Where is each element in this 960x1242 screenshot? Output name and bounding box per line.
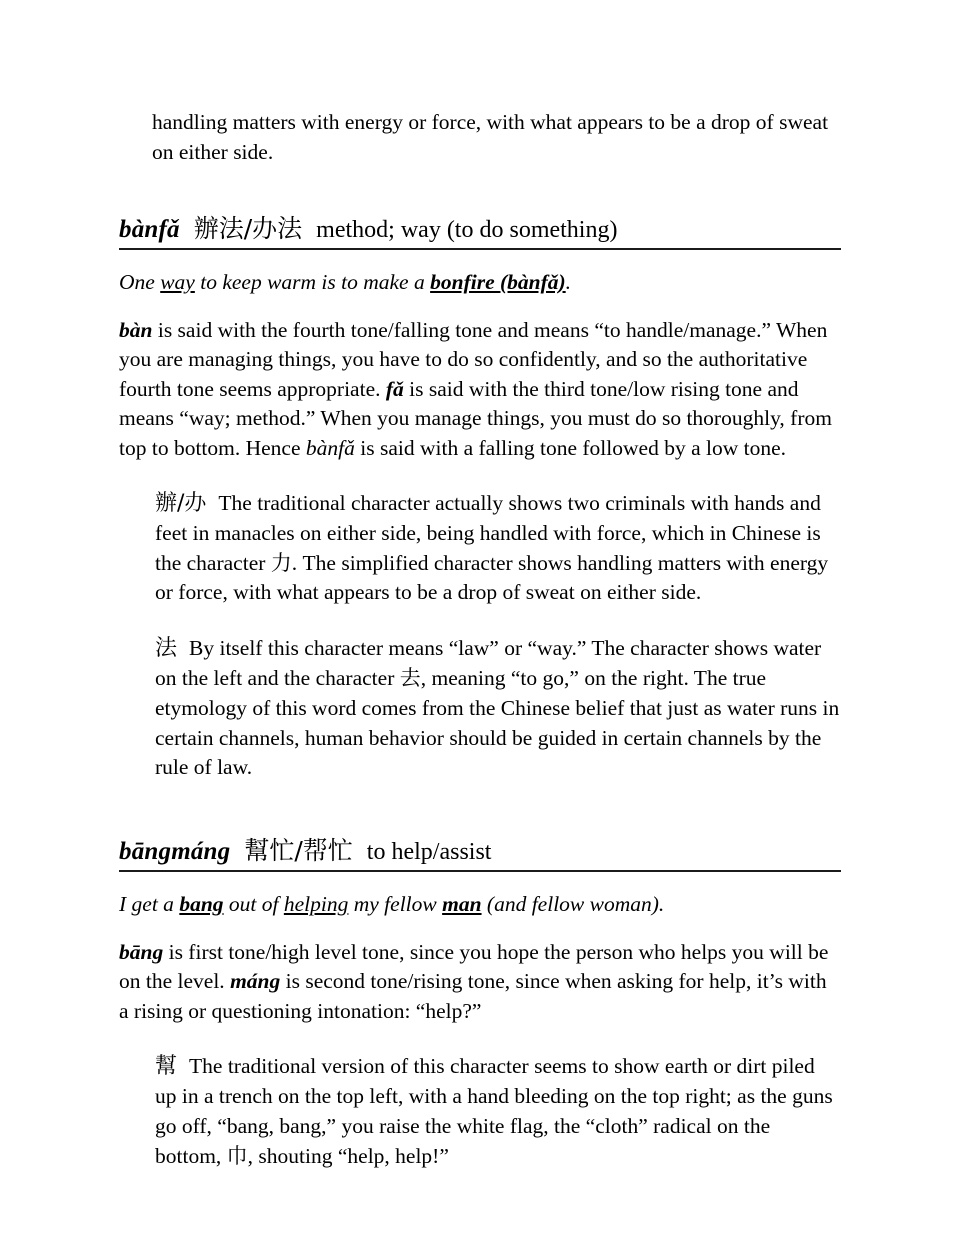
entry-gloss: to help/assist (366, 839, 492, 866)
character-note-text: . The simplified character shows handling matters with energy or force, with what appears to be a drop of sweat on either side. (155, 550, 829, 605)
tone-explanation-banfa (119, 316, 841, 464)
character-note-ban (119, 489, 841, 608)
mnemonic-text: out of (223, 892, 284, 917)
inline-hanzi-jin: 巾 (226, 1143, 248, 1168)
mnemonic-text: to keep warm is to make a (194, 270, 431, 294)
entry-gloss: method; way (to do something) (316, 217, 618, 243)
inline-hanzi-li: 力 (270, 550, 292, 575)
character-note-text: The traditional character actually shows two criminals with hands and feet in manacles on either side, being handled with force, which in Chinese is the character (155, 491, 821, 575)
character-note-text: , meaning “to go,” on the right. The true etymology of this word comes from the Chinese belief that just as water runs in certain channels, human behavior should be guided in certain channels by the rule of law. (155, 665, 840, 780)
character-head-hanzi: 法 (155, 636, 178, 662)
character-head-hanzi: 幫 (155, 1054, 178, 1080)
mnemonic-text: . (565, 270, 572, 294)
mnemonic-keyword: helping (283, 892, 349, 917)
entry-pinyin: bāngmáng (119, 838, 231, 866)
entry-hanzi: 辦法/办法 (193, 214, 303, 243)
pinyin-word: bànfǎ (305, 435, 355, 460)
mnemonic-text: I get a (119, 892, 180, 917)
mnemonic-keyword-primary: bang (179, 892, 224, 917)
tone-text: is said with the fourth tone/falling tone and means “to handle/manage.” When you are managing things, you have to do so confidently, and so the authoritative fourth tone seems appropriate. (119, 317, 828, 401)
spacer (119, 783, 841, 831)
mnemonic-keyword-primary: man (442, 892, 482, 917)
character-note-text: , shouting “help, help!” (247, 1143, 449, 1168)
tone-text: is said with the third tone/low rising tone and means “way; method.” When you manage things, you must do so thoroughly, from top to bottom. Hence (119, 376, 832, 460)
entry-hanzi: 幫忙/帮忙 (244, 836, 353, 866)
spacer (119, 872, 841, 890)
spacer (119, 920, 841, 938)
character-head-hanzi: 辦/办 (155, 491, 207, 516)
character-note-text: The traditional version of this character seems to show earth or dirt piled up in a trench on the top left, with a hand bleeding on the top right; as the guns go off, “bang, bang,” you raise the white flag, the “cloth” radical on the bottom, (155, 1054, 833, 1168)
spacer (119, 167, 841, 209)
spacer (119, 608, 841, 634)
continued-paragraph: handling matters with energy or force, with what appears to be a drop of sweat on either side. (152, 110, 829, 164)
entry-heading-banfa (119, 209, 841, 248)
spacer (119, 463, 841, 489)
spacer (119, 298, 841, 316)
pinyin-syllable: máng (230, 969, 281, 994)
character-note-text: By itself this character means “law” or “way.” The character shows water on the left and the character (155, 636, 822, 690)
tone-text: is said with a falling tone followed by a low tone. (354, 435, 787, 460)
entry-heading-bangmang (119, 831, 841, 870)
spacer (119, 250, 841, 268)
inline-hanzi-qu: 去 (399, 665, 421, 690)
tone-text: is second tone/rising tone, since when asking for help, it’s with a rising or questioning intonation: “help?” (119, 969, 827, 1023)
spacer (119, 1026, 841, 1052)
pinyin-syllable: fǎ (385, 376, 404, 401)
entry-pinyin: bànfǎ (119, 216, 180, 243)
pinyin-syllable: bāng (119, 939, 164, 964)
mnemonic-text: One (119, 270, 161, 294)
pinyin-syllable: bàn (119, 317, 153, 342)
mnemonic-text: (and fellow woman). (481, 892, 665, 917)
tone-text: is first tone/high level tone, since you hope the person who helps you will be on the level. (119, 939, 829, 994)
character-note-fa (119, 634, 841, 783)
mnemonic-text: my fellow (348, 892, 443, 917)
page-content (119, 108, 841, 1171)
mnemonic-keyword-primary: bonfire (bànfǎ) (430, 270, 566, 294)
character-note-bang (119, 1052, 841, 1171)
mnemonic-sentence-banfa (119, 268, 841, 298)
mnemonic-keyword: way (160, 270, 195, 294)
mnemonic-sentence-bangmang (119, 890, 841, 920)
tone-explanation-bangmang (119, 938, 841, 1027)
